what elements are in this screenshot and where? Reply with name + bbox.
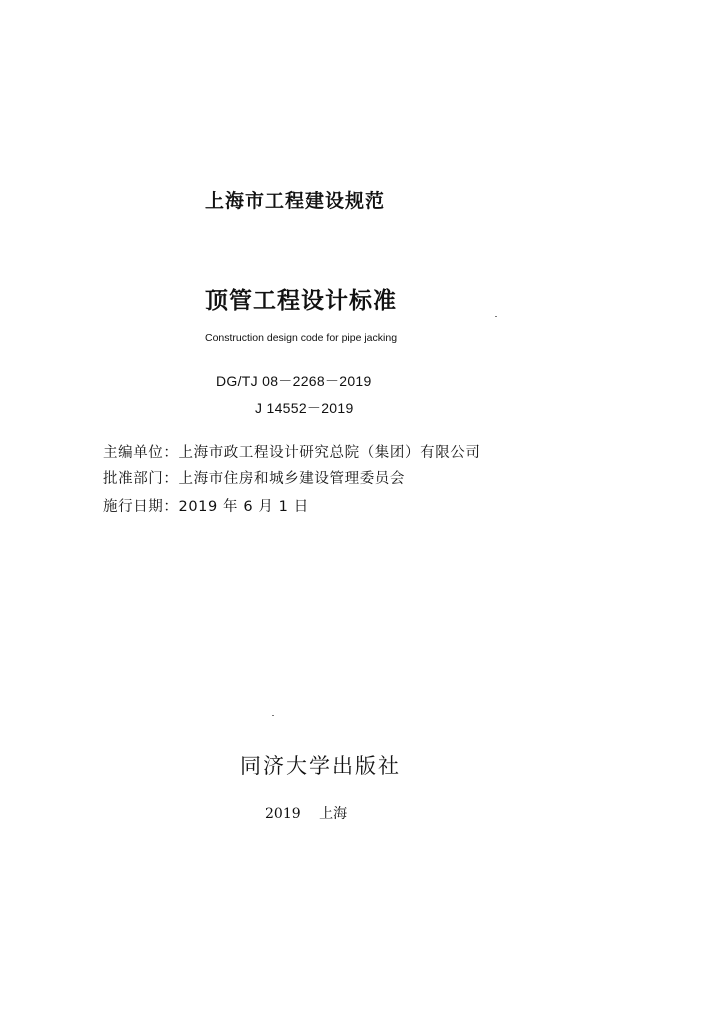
record-number: J 14552－2019 (255, 400, 354, 416)
publication-place: 上海 (319, 806, 348, 822)
document-subtitle-english: Construction design code for pipe jacking (205, 332, 398, 344)
scan-speck (272, 715, 274, 716)
publication-year: 2019 (265, 806, 301, 822)
publisher-name: 同济大学出版社 (240, 754, 401, 778)
scan-speck (495, 316, 497, 317)
series-title: 上海市工程建设规范 (205, 190, 386, 212)
standard-number: DG/TJ 08－2268－2019 (216, 373, 372, 389)
document-title: 顶管工程设计标准 (205, 288, 397, 314)
approval-department: 批准部门：上海市住房和城乡建设管理委员会 (103, 471, 405, 487)
editor-unit: 主编单位：上海市政工程设计研究总院（集团）有限公司 (103, 445, 481, 461)
publication-year-place (265, 803, 347, 823)
effective-date: 施行日期：2019 年 6 月 1 日 (103, 499, 309, 515)
